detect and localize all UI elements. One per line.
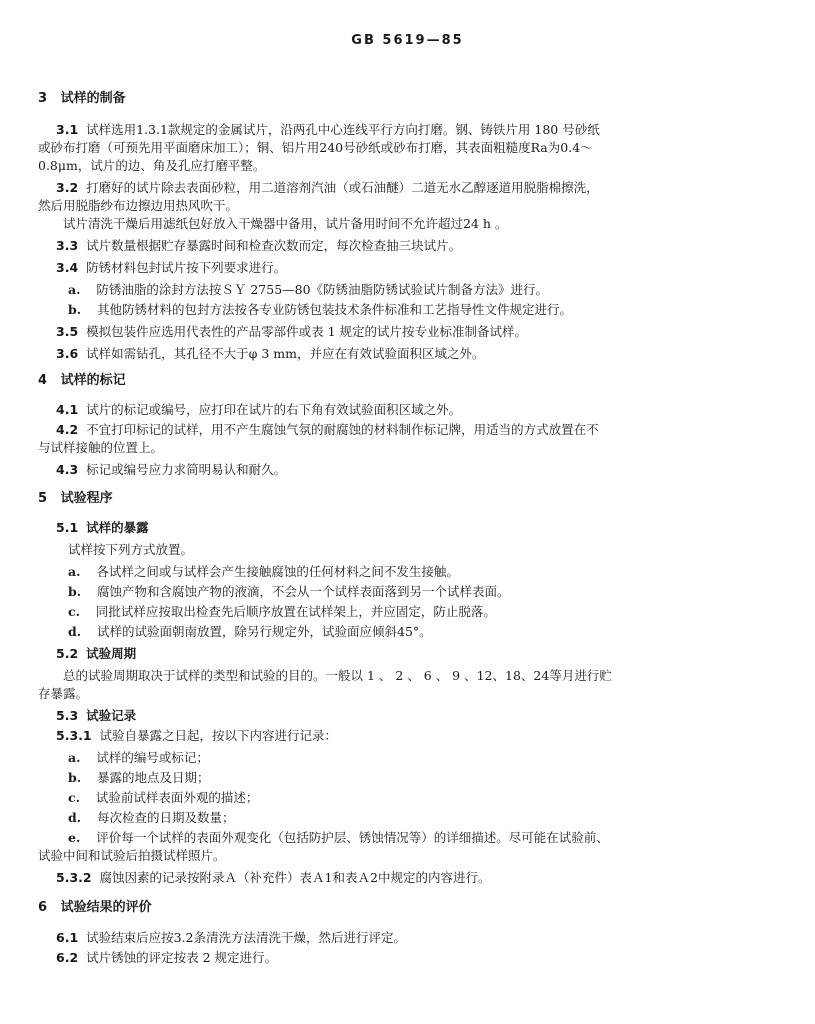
clause-5-1-item-c: [68, 604, 496, 620]
section-4-heading: [38, 373, 126, 389]
section-6-heading: [38, 900, 152, 916]
clause-number: 4.3: [56, 462, 79, 477]
record-item-a: [68, 750, 209, 766]
clause-3-4: [56, 260, 286, 276]
item-text: 同批试样应按取出检查先后顺序放置在试样架上，并应固定，防止脱落。: [95, 604, 496, 619]
clause-3-2-line-3: 试片清洗干燥后用滤纸包好放入干燥器中备用，试片备用时间不允许超过24 h 。: [63, 216, 508, 231]
clause-6-2: [56, 950, 277, 966]
clause-3-2-line-1: [56, 180, 599, 196]
clause-4-3: [56, 462, 286, 478]
section-title: 试验程序: [60, 491, 113, 506]
item-label: e.: [68, 830, 81, 845]
clause-text: 试验结束后应按3.2条清洗方法清洗干燥，然后进行评定。: [86, 930, 406, 945]
item-label: a.: [68, 282, 81, 297]
item-label: b.: [68, 302, 82, 317]
item-text: 试样的试验面朝南放置，除另行规定外，试验面应倾斜45°。: [97, 624, 432, 639]
clause-text: 试片的标记或编号，应打印在试片的右下角有效试验面积区域之外。: [86, 402, 462, 417]
clause-text: 打磨好的试片除去表面砂粒，用二道溶剂汽油（或石油醚）二道无水乙醇逐道用脱脂棉擦洗，: [86, 180, 599, 195]
item-text: 试验前试样表面外观的描述；: [95, 790, 259, 805]
clause-number: 5.3.1: [56, 728, 92, 743]
clause-text: 防锈材料包封试片按下列要求进行。: [86, 260, 287, 275]
item-text: 试样的编号或标记；: [96, 750, 209, 765]
record-item-d: [68, 810, 235, 826]
clause-text: 试片数量根据贮存暴露时间和检查次数而定，每次检查抽三块试片。: [86, 238, 462, 253]
record-item-e-line-1: [68, 830, 609, 846]
item-text: 每次检查的日期及数量；: [97, 810, 235, 825]
item-text: 防锈油脂的涂封方法按ＳＹ 2755—80《防锈油脂防锈试验试片制备方法》进行。: [96, 282, 549, 297]
clause-3-6: [56, 346, 484, 362]
clause-3-4-item-b: [68, 302, 572, 318]
clause-number: 3.6: [56, 346, 79, 361]
clause-5-3-1: [56, 728, 337, 744]
clause-5-1-heading: [56, 520, 149, 536]
item-label: b.: [68, 584, 82, 599]
clause-5-2-heading: [56, 646, 136, 662]
clause-5-3-2: [56, 870, 490, 886]
clause-3-1-line-1: [56, 122, 600, 138]
item-text: 腐蚀产物和含腐蚀产物的液滴，不会从一个试样表面落到另一个试样表面。: [97, 584, 510, 599]
clause-3-4-item-a: [68, 282, 548, 298]
record-item-b: [68, 770, 210, 786]
clause-text: 试片锈蚀的评定按表 2 规定进行。: [86, 950, 278, 965]
clause-number: 5.1: [56, 520, 79, 535]
section-number: 3: [38, 91, 48, 106]
clause-title: 试验记录: [86, 708, 137, 723]
clause-3-1-line-2: 或砂布打磨（可预先用平面磨床加工）；铜、铝片用240号砂纸或砂布打磨，其表面粗糙度Ra为0.4～: [38, 140, 593, 155]
clause-number: 6.2: [56, 950, 79, 965]
section-3-heading: [38, 91, 126, 107]
item-text: 评价每一个试样的表面外观变化（包括防护层、锈蚀情况等）的详细描述。尽可能在试验前、: [96, 830, 609, 845]
clause-5-1-item-b: [68, 584, 510, 600]
section-number: 5: [38, 491, 48, 506]
clause-number: 5.3: [56, 708, 79, 723]
clause-text: 标记或编号应力求简明易认和耐久。: [86, 462, 287, 477]
clause-number: 3.2: [56, 180, 79, 195]
clause-text: 试验自暴露之日起，按以下内容进行记录：: [99, 728, 338, 743]
clause-number: 5.2: [56, 646, 79, 661]
item-label: b.: [68, 770, 82, 785]
clause-5-1-item-d: [68, 624, 432, 640]
clause-5-1-item-a: [68, 564, 459, 580]
clause-number: 5.3.2: [56, 870, 92, 885]
record-item-e-line-2: 试验中间和试验后拍摄试样照片。: [38, 848, 226, 863]
clause-number: 6.1: [56, 930, 79, 945]
clause-4-2-line-1: [56, 422, 599, 438]
clause-4-1: [56, 402, 461, 418]
section-number: 6: [38, 900, 48, 915]
clause-text: 不宜打印标记的试样，用不产生腐蚀气氛的耐腐蚀的材料制作标记牌，用适当的方式放置在不: [86, 422, 599, 437]
clause-title: 试样的暴露: [86, 520, 149, 535]
item-label: d.: [68, 624, 82, 639]
clause-3-1-line-3: 0.8μm，试片的边、角及孔应打磨平整。: [38, 158, 266, 173]
section-title: 试验结果的评价: [60, 900, 152, 915]
item-label: c.: [68, 790, 80, 805]
section-number: 4: [38, 373, 48, 388]
clause-number: 3.1: [56, 122, 79, 137]
clause-number: 3.4: [56, 260, 79, 275]
clause-number: 3.3: [56, 238, 79, 253]
section-title: 试样的制备: [60, 91, 126, 106]
section-5-heading: [38, 491, 113, 507]
clause-text: 试样选用1.3.1款规定的金属试片，沿两孔中心连线平行方向打磨。钢、铸铁片用 180 号砂纸: [86, 122, 600, 137]
clause-title: 试验周期: [86, 646, 137, 661]
item-text: 各试样之间或与试样会产生接触腐蚀的任何材料之间不发生接触。: [96, 564, 459, 579]
item-text: 暴露的地点及日期；: [97, 770, 210, 785]
clause-number: 4.2: [56, 422, 79, 437]
clause-3-3: [56, 238, 461, 254]
clause-text: 模拟包装件应选用代表性的产品零部件或表 1 规定的试片按专业标准制备试样。: [86, 324, 528, 339]
clause-text: 试样如需钻孔，其孔径不大于φ 3 mm，并应在有效试验面积区域之外。: [86, 346, 485, 361]
item-label: c.: [68, 604, 80, 619]
clause-5-1-intro: 试样按下列方式放置。: [68, 542, 194, 557]
item-label: d.: [68, 810, 82, 825]
item-text: 其他防锈材料的包封方法按各专业防锈包装技术条件标准和工艺指导性文件规定进行。: [97, 302, 573, 317]
clause-5-2-line-1: 总的试验周期取决于试样的类型和试验的目的。一般以 1 、 2 、 6 、 9 、12、18、24等月进行贮: [63, 668, 612, 683]
page-header: GB 5619—85: [351, 33, 464, 48]
clause-number: 3.5: [56, 324, 79, 339]
record-item-c: [68, 790, 258, 806]
section-title: 试样的标记: [60, 373, 126, 388]
clause-4-2-line-2: 与试样接触的位置上。: [38, 440, 164, 455]
clause-5-3-heading: [56, 708, 136, 724]
clause-3-5: [56, 324, 527, 340]
clause-5-2-line-2: 存暴露。: [38, 686, 89, 701]
clause-number: 4.1: [56, 402, 79, 417]
clause-text: 腐蚀因素的记录按附录Ａ（补充件）表Ａ1和表Ａ2中规定的内容进行。: [99, 870, 491, 885]
item-label: a.: [68, 750, 81, 765]
clause-3-2-line-2: 然后用脱脂纱布边擦边用热风吹干。: [38, 198, 239, 213]
clause-6-1: [56, 930, 406, 946]
item-label: a.: [68, 564, 81, 579]
